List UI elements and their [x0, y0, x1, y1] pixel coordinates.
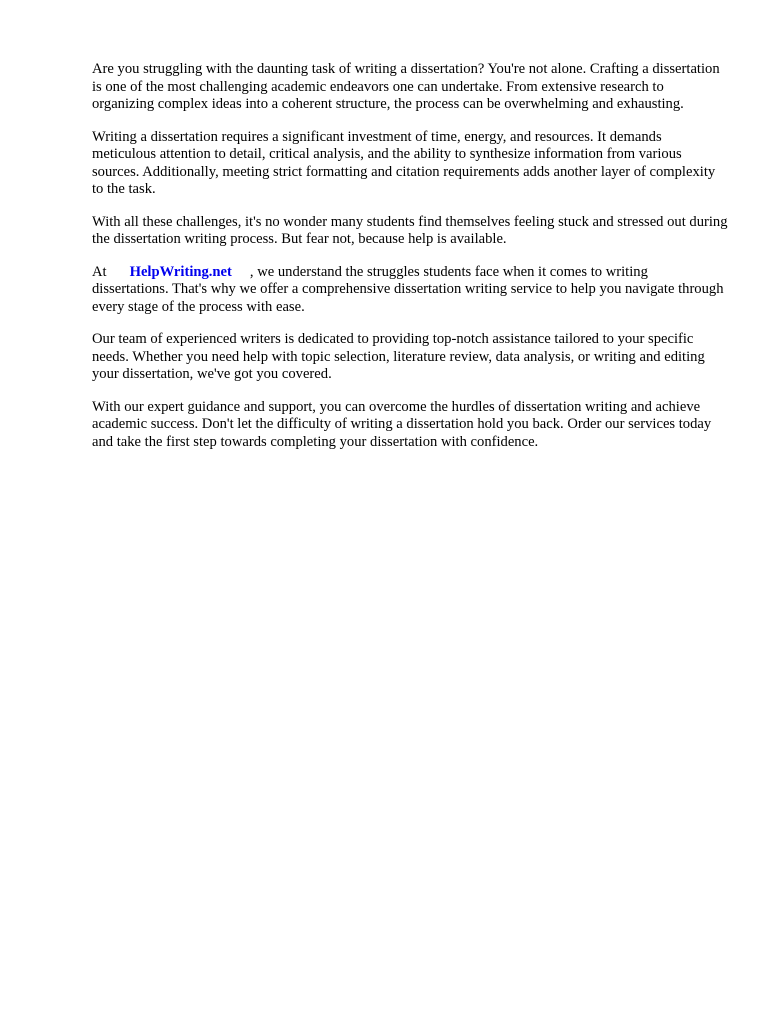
paragraph-service-lead: At: [92, 263, 107, 280]
paragraph-intro: Are you struggling with the daunting task of writing a dissertation? You're not alone. Crafting a dissertation is one of the most challenging academic endeavors one can undertake. From extensive research to organizing complex ideas into a coherent structure, the process can be overwhelming and exhausting.: [92, 61, 720, 112]
document-body: [92, 61, 728, 466]
paragraph-service: [92, 264, 728, 317]
helpwriting-link[interactable]: HelpWriting.net: [129, 263, 232, 280]
paragraph-challenges: With all these challenges, it's no wonder many students find themselves feeling stuck and stressed out during the dissertation writing process. But fear not, because help is available.: [92, 213, 728, 247]
paragraph-closing: With our expert guidance and support, you can overcome the hurdles of dissertation writing and achieve academic success. Don't let the difficulty of writing a dissertation hold you back. Order our services today and take the first step towards completing your dissertation with confidence.: [92, 398, 712, 450]
paragraph-team: Our team of experienced writers is dedicated to providing top-notch assistance tailored to your specific needs. Whether you need help with topic selection, literature review, data analysis, or writing and editing your dissertation, we've got you covered.: [92, 331, 705, 382]
paragraph-requirements: Writing a dissertation requires a significant investment of time, energy, and resources. It demands meticulous attention to detail, critical analysis, and the ability to synthesize information from various sources. Additionally, meeting strict formatting and citation requirements adds another layer of complexity to the task.: [92, 128, 716, 197]
paragraph-service-rest: , we understand the struggles students face when it comes to writing dissertations. That's why we offer a comprehensive dissertation writing service to help you navigate through every stage of the process with ease.: [92, 263, 724, 315]
